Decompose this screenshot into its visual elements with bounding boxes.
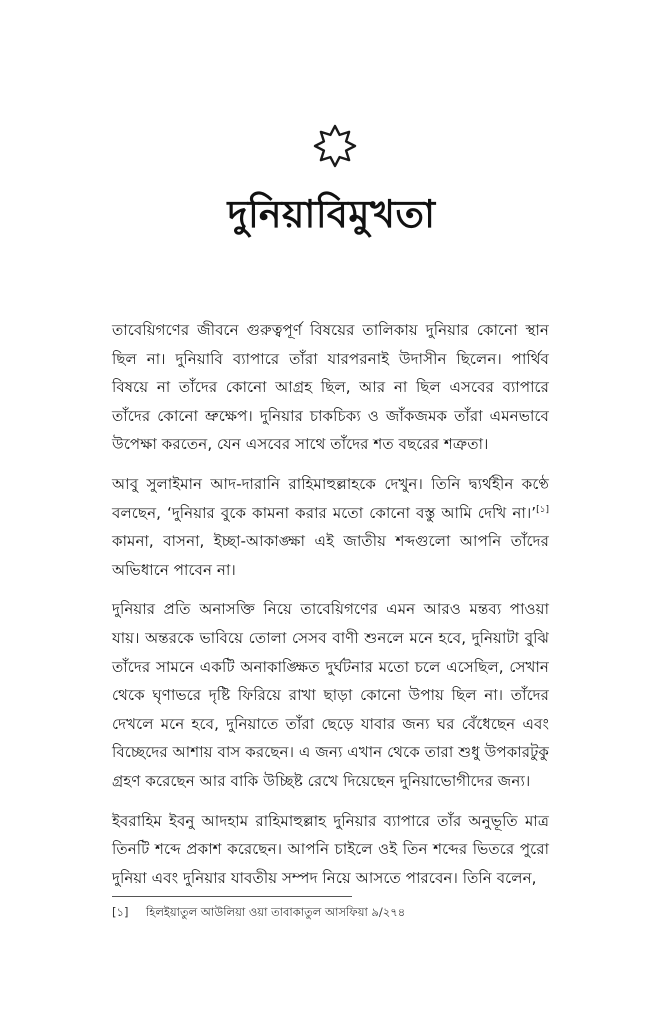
footnote-reference: [১] <box>536 504 549 515</box>
footnote-marker: [১] <box>112 905 129 919</box>
footnote-text: হিলইয়াতুল আউলিয়া ওয়া তাবাকাতুল আসফিয়া ৯/২৭৪ <box>146 905 406 919</box>
flower-ornament-icon <box>311 122 359 170</box>
paragraph-3: দুনিয়ার প্রতি অনাসক্তি নিয়ে তাবেয়িগণের এমন আরও মন্তব্য পাওয়া যায়। অন্তরকে ভাবিয়ে তোলা সেসব বাণী শুনলে মনে হবে, দুনিয়াটা বুঝি তাঁদের সামনে একটি অনাকাঙ্ক্ষিত দুর্ঘটনার মতো চলে এসেছিল, সেখান থেকে ঘৃণাভরে দৃষ্টি ফিরিয়ে রাখা ছাড়া কোনো উপায় ছিল না। তাঁদের দেখলে মনে হবে, দুনিয়াতে তাঁরা ছেড়ে যাবার জন্য ঘর বেঁধেছেন এবং বিচ্ছেদের আশায় বাস করছেন। এ জন্য এখান থেকে তারা শুধু উপকারটুকু গ্রহণ করেছেন আর বাকি উচ্ছিষ্ট রেখে দিয়েছেন দুনিয়াভোগীদের জন্য। <box>112 600 549 790</box>
paragraph-4: ইবরাহিম ইবনু আদহাম রাহিমাহুল্লাহ দুনিয়ার ব্যাপারে তাঁর অনুভূতি মাত্র তিনটি শব্দে প্রকাশ করেছেন। আপনি চাইলে ওই তিন শব্দের ভিতরে পুরো দুনিয়া এবং দুনিয়ার যাবতীয় সম্পদ নিয়ে আসতে পারবেন। তিনি বলেন, <box>112 811 549 887</box>
paragraph-2-text-after-ref: কামনা, বাসনা, ইচ্ছা-আকাঙ্ক্ষা এই জাতীয় শব্দগুলো আপনি তাঁদের অভিধানে পাবেন না। <box>112 532 549 579</box>
paragraph-2-text-before-ref: আবু সুলাইমান আদ-দারানি রাহিমাহুল্লাহকে দেখুন। তিনি দ্ব্যর্থহীন কণ্ঠে বলছেন, ‘দুনিয়ার বুকে কামনা করার মতো কোনো বস্তু আমি দেখি না।’ <box>112 474 549 522</box>
paragraph-2 <box>112 470 549 584</box>
footnote-divider <box>112 896 352 897</box>
paragraph-1: তাবেয়িগণের জীবনে গুরুত্বপূর্ণ বিষয়ের তালিকায় দুনিয়ার কোনো স্থান ছিল না। দুনিয়াবি ব্যাপারে তাঁরা যারপরনাই উদাসীন ছিলেন। পার্থিব বিষয়ে না তাঁদের কোনো আগ্রহ ছিল, আর না ছিল এসবের ব্যাপারে তাঁদের কোনো ভ্রুক্ষেপ। দুনিয়ার চাকচিক্য ও জাঁকজমক তাঁরা এমনভাবে উপেক্ষা করতেন, যেন এসবের সাথে তাঁদের শত বছরের শত্রুতা। <box>112 321 549 454</box>
chapter-body <box>112 316 549 892</box>
chapter-title: দুনিয়াবিমুখতা <box>227 192 436 236</box>
footnote <box>112 903 549 921</box>
